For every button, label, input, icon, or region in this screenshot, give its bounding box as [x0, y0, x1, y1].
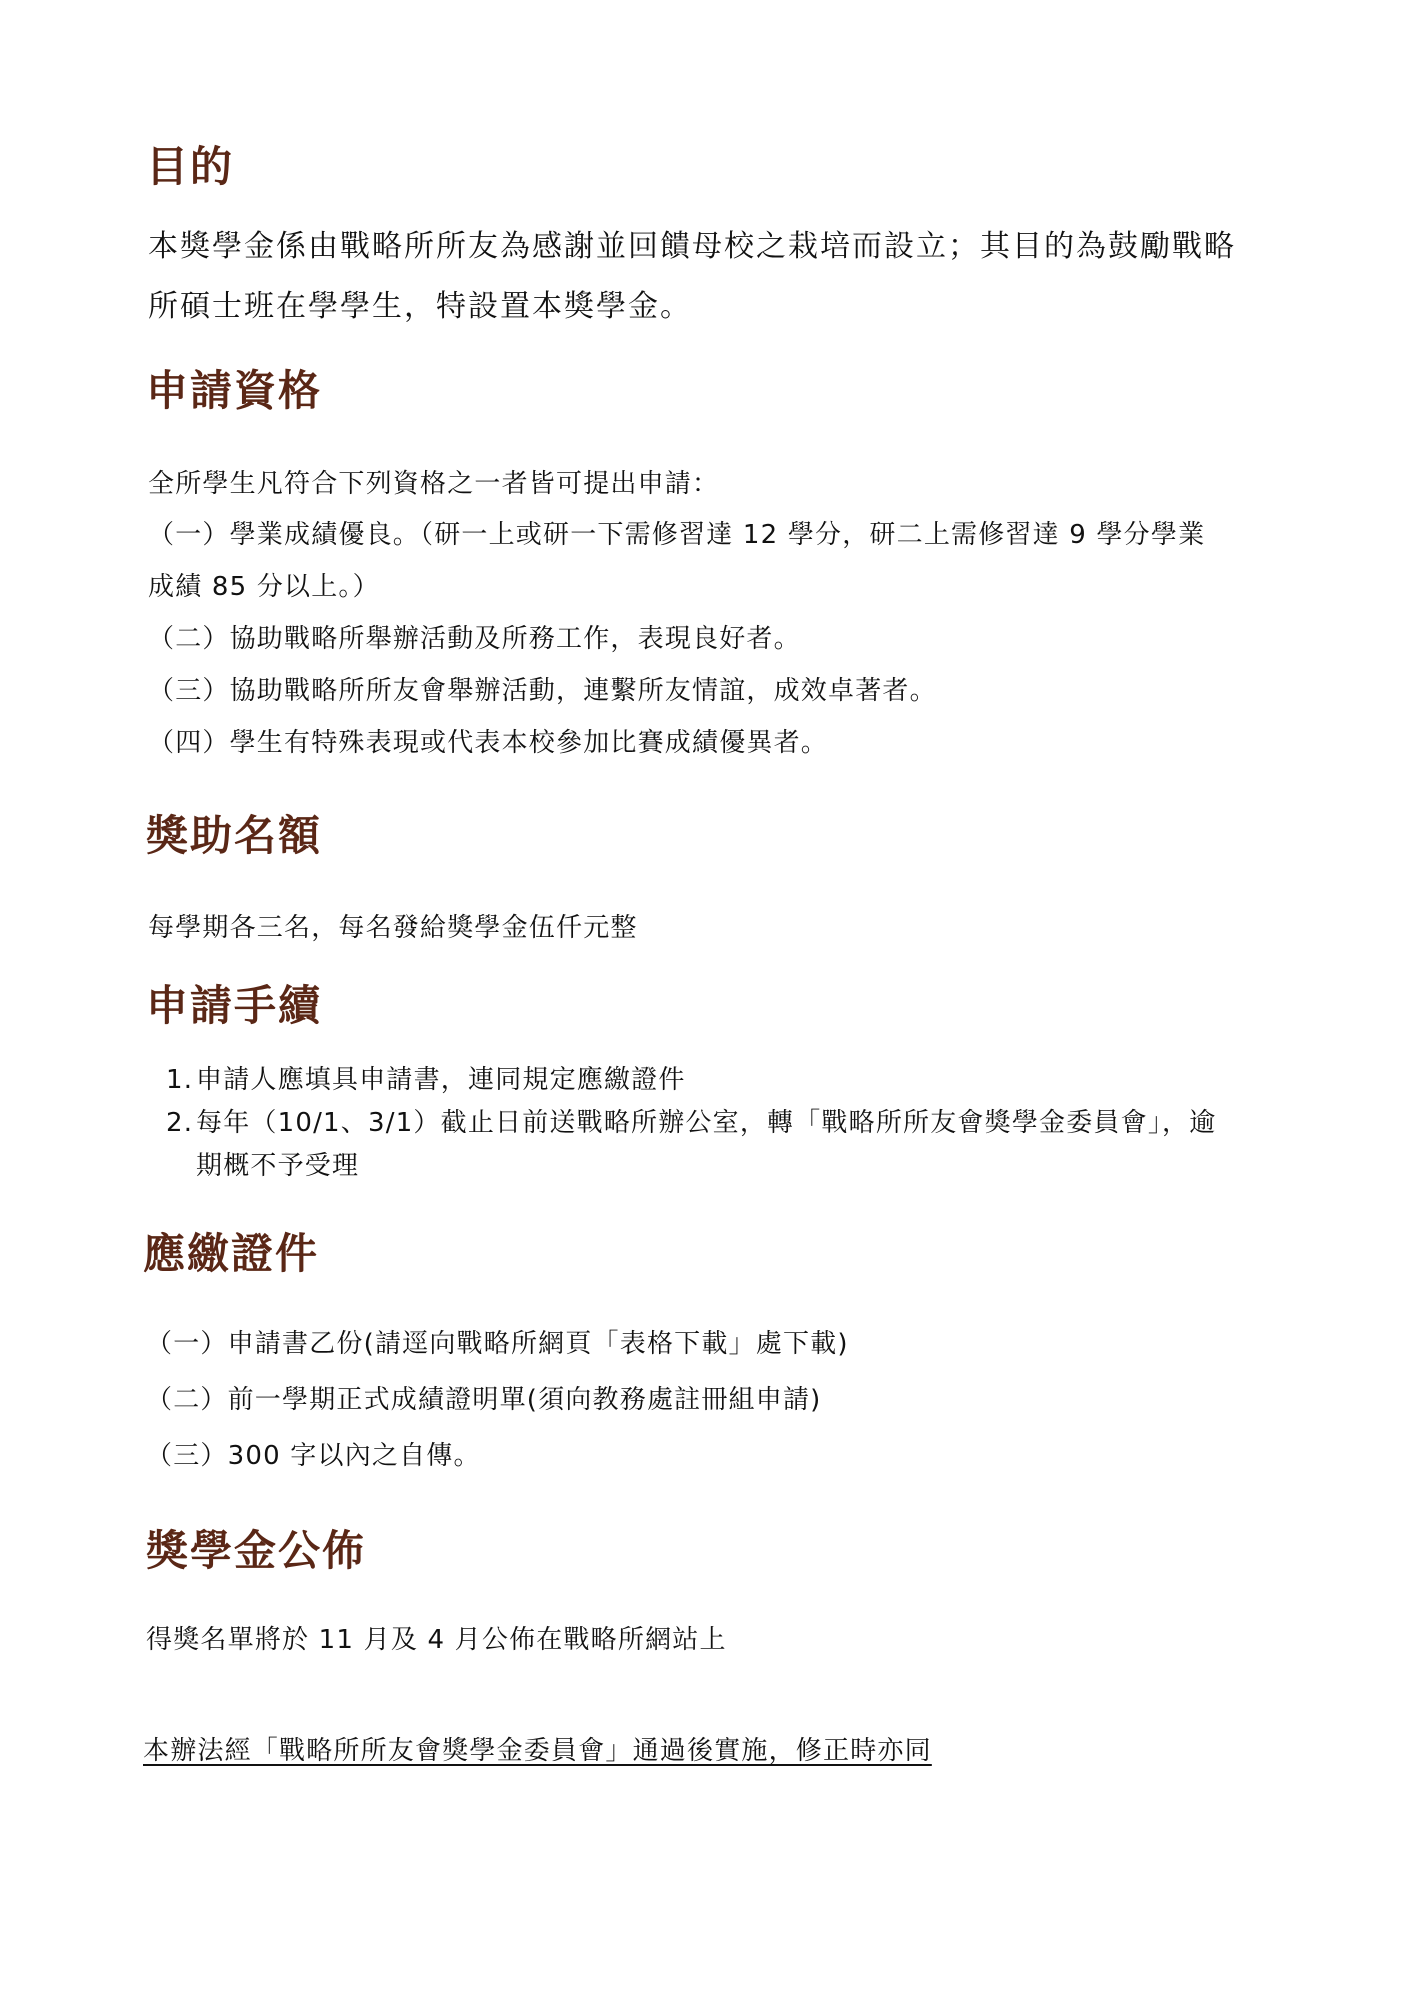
procedure-item-number: 1. — [166, 1065, 194, 1095]
purpose-heading: 目的 — [146, 142, 235, 191]
quota-text: 每學期各三名，每名發給獎學金伍仟元整 — [148, 913, 638, 943]
quota-heading: 獎助名額 — [146, 811, 323, 860]
announcement-text: 得獎名單將於 11 月及 4 月公佈在戰略所網站上 — [146, 1625, 727, 1655]
announcement-heading: 獎學金公佈 — [146, 1526, 367, 1575]
purpose-line: 本獎學金係由戰略所所友為感謝並回饋母校之栽培而設立；其目的為鼓勵戰略 — [148, 229, 1236, 264]
procedure-item-continuation: 期概不予受理 — [196, 1151, 360, 1181]
eligibility-item: （三）協助戰略所所友會舉辦活動，連繫所友情誼，成效卓著者。 — [148, 676, 937, 706]
eligibility-heading: 申請資格 — [146, 366, 323, 415]
procedure-item-number: 2. — [166, 1108, 194, 1138]
eligibility-item: （二）協助戰略所舉辦活動及所務工作，表現良好者。 — [148, 624, 801, 654]
footer-note: 本辦法經「戰略所所友會獎學金委員會」通過後實施，修正時亦同 — [143, 1736, 932, 1766]
documents-item: （一）申請書乙份(請逕向戰略所網頁「表格下載」處下載) — [146, 1329, 849, 1359]
purpose-line: 所碩士班在學學生，特設置本獎學金。 — [148, 289, 692, 324]
procedure-heading: 申請手續 — [146, 981, 323, 1030]
procedure-item — [166, 1110, 1216, 1136]
documents-item: （二）前一學期正式成績證明單(須向教務處註冊組申請) — [146, 1385, 822, 1415]
eligibility-intro: 全所學生凡符合下列資格之一者皆可提出申請： — [148, 469, 720, 499]
eligibility-item: （四）學生有特殊表現或代表本校參加比賽成績優異者。 — [148, 728, 829, 758]
documents-item: （三）300 字以內之自傳。 — [146, 1441, 481, 1471]
eligibility-item: （一）學業成績優良。（研一上或研一下需修習達 12 學分，研二上需修習達 9 學分學業 — [148, 520, 1206, 550]
procedure-item — [166, 1067, 686, 1093]
procedure-item-text: 每年（10/1、3/1）截止日前送戰略所辦公室，轉「戰略所所友會獎學金委員會」，逾 — [196, 1108, 1217, 1138]
eligibility-item: 成績 85 分以上。） — [148, 572, 380, 602]
documents-heading: 應繳證件 — [143, 1229, 320, 1278]
procedure-item-text: 申請人應填具申請書，連同規定應繳證件 — [196, 1065, 686, 1095]
